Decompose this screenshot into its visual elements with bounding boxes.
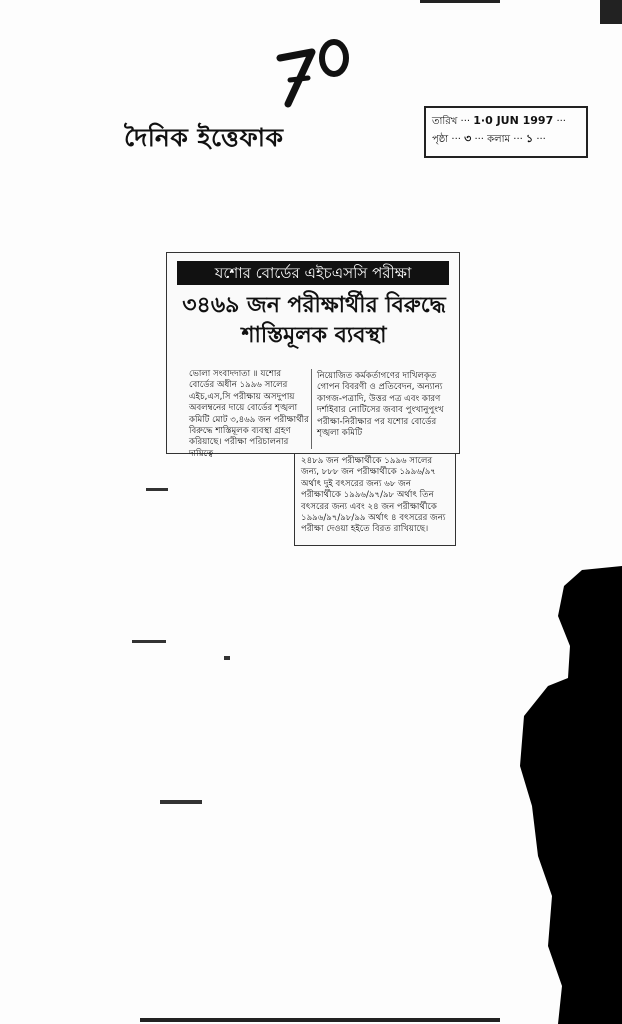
article-column-left: ভোলা সংবাদদাতা ॥ যশোর বোর্ডের অধীন ১৯৯৬ সালের এইচ,এস,সি পরীক্ষায় অসদুপায় অবলম্বনের দায়ে বোর্ডের শৃঙ্খলা কমিটি মোট ৩,৪৬৯ জন পরীক্ষার্থীর বিরুদ্ধে শাস্তিমূলক ব্যবস্থা গ্রহণ করিয়াছে। পরীক্ষা পরিচালনার দায়িত্বে [189, 369, 309, 459]
article-column-right-continued: ২৪৮৯ জন পরীক্ষার্থীকে ১৯৯৬ সালের জন্য, ৮৮৮ জন পরীক্ষার্থীকে ১৯৯৬/৯৭ অর্থাৎ দুই বৎসরের জন্য ৬৮ জন পরীক্ষার্থীকে ১৯৯৬/৯৭/৯৮ অর্থাৎ তিন বৎসরের জন্য এবং ২৪ জন পরীক্ষার্থীকে ১৯৯৬/৯৭/৯৮/৯৯ অর্থাৎ ৪ বৎসরের জন্য পরীক্ষা দেওয়া হইতে বিরত রাখিয়াছে। [301, 456, 446, 535]
column-divider [311, 369, 312, 449]
scan-edge-mark [600, 0, 622, 24]
news-clipping [166, 252, 460, 459]
scan-edge-mark [140, 1018, 500, 1022]
handwritten-page-number [268, 30, 368, 110]
stamp-column-label: কলাম [487, 134, 511, 145]
headline-line-1: ৩৪৬৯ জন পরীক্ষার্থীর বিরুদ্ধে [182, 293, 446, 318]
newspaper-name: দৈনিক ইত্তেফাক [124, 123, 284, 152]
clipping-kicker: যশোর বোর্ডের এইচএসসি পরীক্ষা [177, 261, 449, 285]
scan-speck [160, 800, 202, 804]
scan-shadow [518, 566, 622, 1024]
scan-speck [146, 488, 168, 491]
stamp-page-row: পৃষ্ঠা ··· ৩ ··· কলাম ··· ১ ··· [432, 132, 546, 145]
stamp-page-label: পৃষ্ঠা [432, 134, 449, 145]
scan-edge-mark [420, 0, 500, 3]
scan-speck [132, 640, 166, 643]
stamp-column-value: ১ [525, 132, 534, 145]
news-clipping-continuation [294, 454, 456, 546]
article-column-right: নিয়োজিত কর্মকর্তাগণের দাখিলকৃত গোপন বিবরণী ও প্রতিবেদন, অন্যান্য কাগজ-পত্রাদি, উত্তর পত্র এবং কারণ দর্শাইবার নোটিসের জবাব পুংখানুপুংখ পরীক্ষা-নিরীক্ষার পর যশোর বোর্ডের শৃঙ্খলা কমিটি [317, 371, 444, 439]
stamp-page-value: ৩ [464, 132, 472, 145]
headline-line-2: শাস্তিমূলক ব্যবস্থা [241, 323, 387, 348]
date-stamp [424, 106, 588, 158]
stamp-date-row: তারিখ ··· 1·0 JUN 1997 ··· [432, 114, 566, 127]
stamp-date-value: 1·0 JUN 1997 [473, 114, 554, 127]
stamp-date-label: তারিখ [432, 116, 458, 127]
scan-speck [224, 656, 230, 660]
clipping-headline [171, 291, 457, 351]
